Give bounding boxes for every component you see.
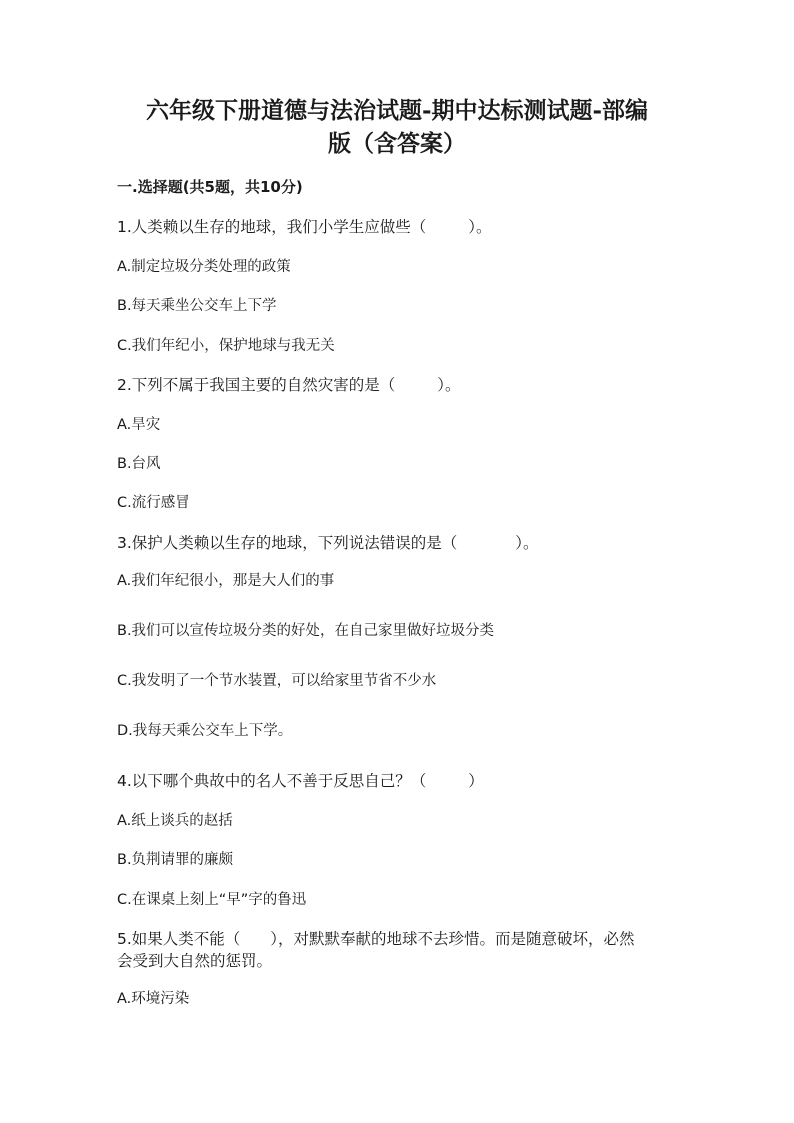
document-title-line-2: 版（含答案）: [328, 130, 466, 157]
question-2-stem: [117, 374, 461, 396]
question-3-option-d: D.我每天乘公交车上下学。: [117, 723, 293, 739]
question-2-option-a: A.旱灾: [117, 417, 161, 433]
question-5-option-a: A.环境污染: [117, 991, 190, 1007]
question-1-option-b: B.每天乘坐公交车上下学: [117, 298, 277, 314]
document-title-line-1: 六年级下册道德与法治试题-期中达标测试题-部编: [145, 97, 649, 124]
question-1-stem-end: ）。: [468, 218, 492, 236]
question-2-option-c: C.流行感冒: [117, 495, 190, 511]
question-2-stem-end: ）。: [437, 376, 461, 394]
question-5-stem-line-1: [117, 928, 635, 950]
question-2-stem-text: 2.下列不属于我国主要的自然灾害的是（: [117, 376, 396, 394]
question-3-option-b: B.我们可以宣传垃圾分类的好处，在自己家里做好垃圾分类: [117, 623, 495, 639]
question-4-option-a: A.纸上谈兵的赵括: [117, 813, 233, 829]
question-4-stem-end: ）: [468, 772, 484, 790]
question-3-stem: [117, 532, 539, 554]
question-5-stem-text: 5.如果人类不能（: [117, 930, 241, 948]
question-3-stem-text: 3.保护人类赖以生存的地球，下列说法错误的是（: [117, 534, 458, 552]
question-3-option-a: A.我们年纪很小，那是大人们的事: [117, 573, 335, 589]
question-5-stem-line-2: 会受到大自然的惩罚。: [117, 952, 273, 970]
section-heading: 一.选择题(共5题，共10分): [117, 178, 303, 196]
question-5-stem-rest: ），对默默奉献的地球不去珍惜。而是随意破坏，必然: [270, 930, 635, 948]
question-4-option-b: B.负荆请罪的廉颇: [117, 852, 234, 868]
question-1-stem-text: 1.人类赖以生存的地球，我们小学生应做些（: [117, 218, 427, 236]
question-1-option-c: C.我们年纪小，保护地球与我无关: [117, 338, 335, 354]
question-3-stem-end: ）。: [515, 534, 539, 552]
question-3-option-c: C.我发明了一个节水装置，可以给家里节省不少水: [117, 673, 437, 689]
question-2-option-b: B.台风: [117, 456, 161, 472]
question-1-stem: [117, 216, 492, 238]
question-1-option-a: A.制定垃圾分类处理的政策: [117, 259, 291, 275]
question-4-option-c: C.在课桌上刻上“早”字的鲁迅: [117, 892, 307, 908]
question-4-stem: [117, 770, 484, 792]
question-4-stem-text: 4.以下哪个典故中的名人不善于反思自己？（: [117, 772, 427, 790]
